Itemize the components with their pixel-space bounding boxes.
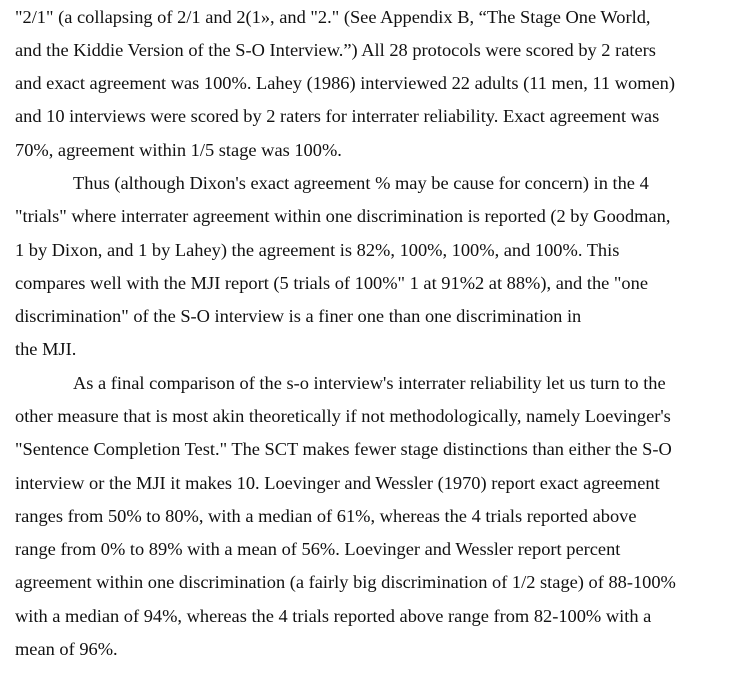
text-line-20: mean of 96%.: [15, 639, 118, 659]
text-line-13: other measure that is most akin theoretically if not methodologically, namely Loevinger's: [15, 406, 671, 426]
text-line-17: range from 0% to 89% with a mean of 56%. Loevinger and Wessler report percent: [15, 539, 621, 559]
text-line-16: ranges from 50% to 80%, with a median of 61%, whereas the 4 trials reported above: [15, 506, 637, 526]
text-line-19: with a median of 94%, whereas the 4 trials reported above range from 82-100% with a: [15, 606, 652, 626]
text-line-4: and 10 interviews were scored by 2 raters for interrater reliability. Exact agreement was: [15, 106, 660, 126]
text-line-3: and exact agreement was 100%. Lahey (1986) interviewed 22 adults (11 men, 11 women): [15, 73, 675, 93]
text-line-15: interview or the MJI it makes 10. Loevinger and Wessler (1970) report exact agreement: [15, 473, 660, 493]
text-line-14: "Sentence Completion Test." The SCT makes fewer stage distinctions than either the S-O: [15, 439, 672, 459]
text-line-8: 1 by Dixon, and 1 by Lahey) the agreement is 82%, 100%, 100%, and 100%. This: [15, 240, 620, 260]
text-line-18: agreement within one discrimination (a fairly big discrimination of 1/2 stage) of 88-100%: [15, 572, 676, 592]
paragraph-3-first-line: As a final comparison of the s-o interview's interrater reliability let us turn to the: [73, 373, 666, 393]
text-line-5: 70%, agreement within 1/5 stage was 100%.: [15, 140, 342, 160]
text-line-11: the MJI.: [15, 339, 77, 359]
text-line-1: "2/1" (a collapsing of 2/1 and 2(1», and "2." (See Appendix B, “The Stage One World,: [15, 7, 651, 27]
text-line-2: and the Kiddie Version of the S-O Interview.”) All 28 protocols were scored by 2 raters: [15, 40, 656, 60]
paragraph-2-first-line: Thus (although Dixon's exact agreement % may be cause for concern) in the 4: [73, 173, 649, 193]
text-line-7: "trials" where interrater agreement within one discrimination is reported (2 by Goodman,: [15, 206, 671, 226]
text-line-10: discrimination" of the S-O interview is a finer one than one discrimination in: [15, 306, 582, 326]
text-line-9: compares well with the MJI report (5 trials of 100%" 1 at 91%2 at 88%), and the "one: [15, 273, 648, 293]
